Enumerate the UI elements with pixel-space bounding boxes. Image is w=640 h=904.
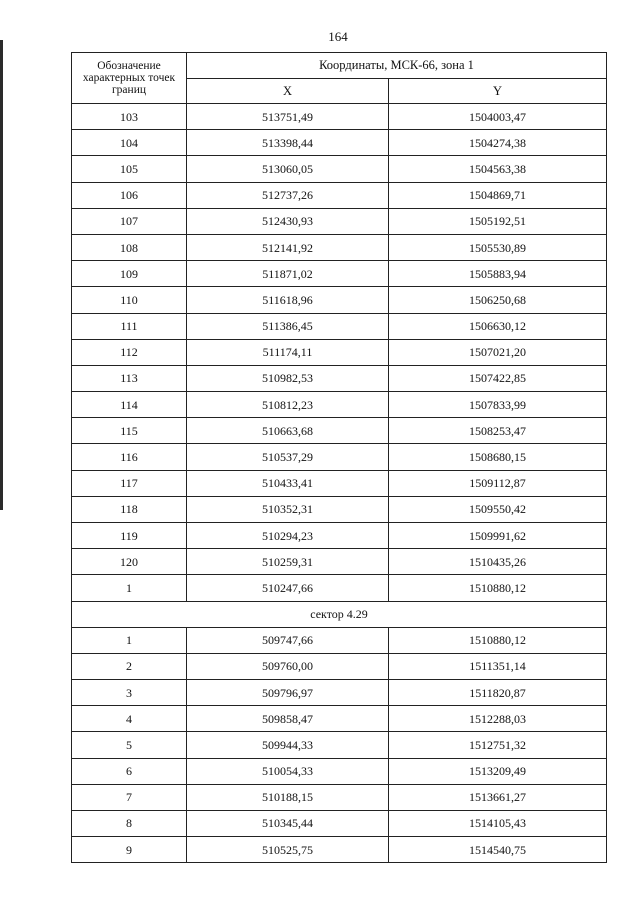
point-cell: 117 bbox=[72, 470, 187, 496]
point-cell: 104 bbox=[72, 130, 187, 156]
x-coordinate-cell: 510259,31 bbox=[187, 549, 389, 575]
point-cell: 109 bbox=[72, 261, 187, 287]
table-row bbox=[72, 104, 607, 130]
x-coordinate-cell: 510345,44 bbox=[187, 810, 389, 836]
y-coordinate-cell: 1512751,32 bbox=[389, 732, 607, 758]
point-designation-header: Обозначение характерных точек границ bbox=[72, 53, 187, 104]
point-cell: 2 bbox=[72, 653, 187, 679]
table-row bbox=[72, 496, 607, 522]
point-cell: 103 bbox=[72, 104, 187, 130]
point-cell: 107 bbox=[72, 208, 187, 234]
scan-edge-mark bbox=[0, 40, 3, 510]
y-coordinate-cell: 1514540,75 bbox=[389, 837, 607, 863]
y-coordinate-cell: 1506250,68 bbox=[389, 287, 607, 313]
y-coordinate-cell: 1510435,26 bbox=[389, 549, 607, 575]
y-coordinate-cell: 1513661,27 bbox=[389, 784, 607, 810]
point-cell: 5 bbox=[72, 732, 187, 758]
table-row bbox=[72, 837, 607, 863]
table-row bbox=[72, 784, 607, 810]
point-cell: 6 bbox=[72, 758, 187, 784]
x-coordinate-cell: 513398,44 bbox=[187, 130, 389, 156]
point-cell: 108 bbox=[72, 234, 187, 260]
y-coordinate-cell: 1509991,62 bbox=[389, 523, 607, 549]
x-coordinate-cell: 509747,66 bbox=[187, 627, 389, 653]
point-cell: 9 bbox=[72, 837, 187, 863]
y-coordinate-cell: 1512288,03 bbox=[389, 706, 607, 732]
y-coordinate-cell: 1511820,87 bbox=[389, 679, 607, 705]
page-number: 164 bbox=[328, 29, 348, 44]
y-coordinate-cell: 1509112,87 bbox=[389, 470, 607, 496]
table-row bbox=[72, 758, 607, 784]
table-row bbox=[72, 627, 607, 653]
table-row bbox=[72, 679, 607, 705]
y-column-header: Y bbox=[389, 79, 607, 104]
table-row bbox=[72, 575, 607, 601]
point-cell: 8 bbox=[72, 810, 187, 836]
y-coordinate-cell: 1507021,20 bbox=[389, 339, 607, 365]
point-cell: 7 bbox=[72, 784, 187, 810]
x-coordinate-cell: 511871,02 bbox=[187, 261, 389, 287]
y-coordinate-cell: 1505192,51 bbox=[389, 208, 607, 234]
x-coordinate-cell: 510433,41 bbox=[187, 470, 389, 496]
point-cell: 118 bbox=[72, 496, 187, 522]
x-coordinate-cell: 512430,93 bbox=[187, 208, 389, 234]
point-cell: 116 bbox=[72, 444, 187, 470]
table-row bbox=[72, 130, 607, 156]
x-coordinate-cell: 511174,11 bbox=[187, 339, 389, 365]
y-coordinate-cell: 1505530,89 bbox=[389, 234, 607, 260]
y-coordinate-cell: 1513209,49 bbox=[389, 758, 607, 784]
x-coordinate-cell: 509796,97 bbox=[187, 679, 389, 705]
point-cell: 111 bbox=[72, 313, 187, 339]
x-coordinate-cell: 511386,45 bbox=[187, 313, 389, 339]
y-coordinate-cell: 1506630,12 bbox=[389, 313, 607, 339]
table-body bbox=[72, 104, 607, 863]
table-row bbox=[72, 392, 607, 418]
x-coordinate-cell: 513060,05 bbox=[187, 156, 389, 182]
table-header bbox=[72, 53, 607, 104]
point-cell: 110 bbox=[72, 287, 187, 313]
x-coordinate-cell: 510982,53 bbox=[187, 365, 389, 391]
y-coordinate-cell: 1510880,12 bbox=[389, 575, 607, 601]
point-cell: 119 bbox=[72, 523, 187, 549]
x-coordinate-cell: 510188,15 bbox=[187, 784, 389, 810]
table-row bbox=[72, 418, 607, 444]
point-cell: 1 bbox=[72, 575, 187, 601]
y-coordinate-cell: 1504869,71 bbox=[389, 182, 607, 208]
x-coordinate-cell: 510054,33 bbox=[187, 758, 389, 784]
y-coordinate-cell: 1505883,94 bbox=[389, 261, 607, 287]
y-coordinate-cell: 1510880,12 bbox=[389, 627, 607, 653]
point-cell: 115 bbox=[72, 418, 187, 444]
y-coordinate-cell: 1504563,38 bbox=[389, 156, 607, 182]
y-coordinate-cell: 1514105,43 bbox=[389, 810, 607, 836]
y-coordinate-cell: 1504274,38 bbox=[389, 130, 607, 156]
x-coordinate-cell: 509858,47 bbox=[187, 706, 389, 732]
table-row bbox=[72, 810, 607, 836]
x-coordinate-cell: 510525,75 bbox=[187, 837, 389, 863]
table-row bbox=[72, 182, 607, 208]
table-row bbox=[72, 523, 607, 549]
point-cell: 3 bbox=[72, 679, 187, 705]
x-coordinate-cell: 510537,29 bbox=[187, 444, 389, 470]
table-row bbox=[72, 287, 607, 313]
y-coordinate-cell: 1511351,14 bbox=[389, 653, 607, 679]
x-coordinate-cell: 512737,26 bbox=[187, 182, 389, 208]
point-cell: 114 bbox=[72, 392, 187, 418]
point-cell: 1 bbox=[72, 627, 187, 653]
table-row bbox=[72, 706, 607, 732]
table-row bbox=[72, 261, 607, 287]
x-coordinate-cell: 510812,23 bbox=[187, 392, 389, 418]
point-cell: 113 bbox=[72, 365, 187, 391]
table-row bbox=[72, 732, 607, 758]
x-coordinate-cell: 513751,49 bbox=[187, 104, 389, 130]
y-coordinate-cell: 1508680,15 bbox=[389, 444, 607, 470]
point-cell: 106 bbox=[72, 182, 187, 208]
x-column-header: X bbox=[187, 79, 389, 104]
sector-label: сектор 4.29 bbox=[72, 601, 607, 627]
y-coordinate-cell: 1507422,85 bbox=[389, 365, 607, 391]
coordinates-title-header: Координаты, МСК-66, зона 1 bbox=[187, 53, 607, 79]
table-row bbox=[72, 234, 607, 260]
table-row bbox=[72, 313, 607, 339]
table-row bbox=[72, 653, 607, 679]
x-coordinate-cell: 510663,68 bbox=[187, 418, 389, 444]
x-coordinate-cell: 509944,33 bbox=[187, 732, 389, 758]
point-cell: 112 bbox=[72, 339, 187, 365]
y-coordinate-cell: 1507833,99 bbox=[389, 392, 607, 418]
point-cell: 4 bbox=[72, 706, 187, 732]
table-row bbox=[72, 365, 607, 391]
table-row bbox=[72, 208, 607, 234]
y-coordinate-cell: 1504003,47 bbox=[389, 104, 607, 130]
x-coordinate-cell: 509760,00 bbox=[187, 653, 389, 679]
table-row bbox=[72, 549, 607, 575]
x-coordinate-cell: 511618,96 bbox=[187, 287, 389, 313]
point-cell: 105 bbox=[72, 156, 187, 182]
y-coordinate-cell: 1509550,42 bbox=[389, 496, 607, 522]
table-row bbox=[72, 470, 607, 496]
x-coordinate-cell: 510352,31 bbox=[187, 496, 389, 522]
table-row bbox=[72, 339, 607, 365]
table-row bbox=[72, 444, 607, 470]
sector-row bbox=[72, 601, 607, 627]
coordinates-table bbox=[71, 52, 607, 863]
x-coordinate-cell: 512141,92 bbox=[187, 234, 389, 260]
table-row bbox=[72, 156, 607, 182]
x-coordinate-cell: 510247,66 bbox=[187, 575, 389, 601]
y-coordinate-cell: 1508253,47 bbox=[389, 418, 607, 444]
point-cell: 120 bbox=[72, 549, 187, 575]
x-coordinate-cell: 510294,23 bbox=[187, 523, 389, 549]
